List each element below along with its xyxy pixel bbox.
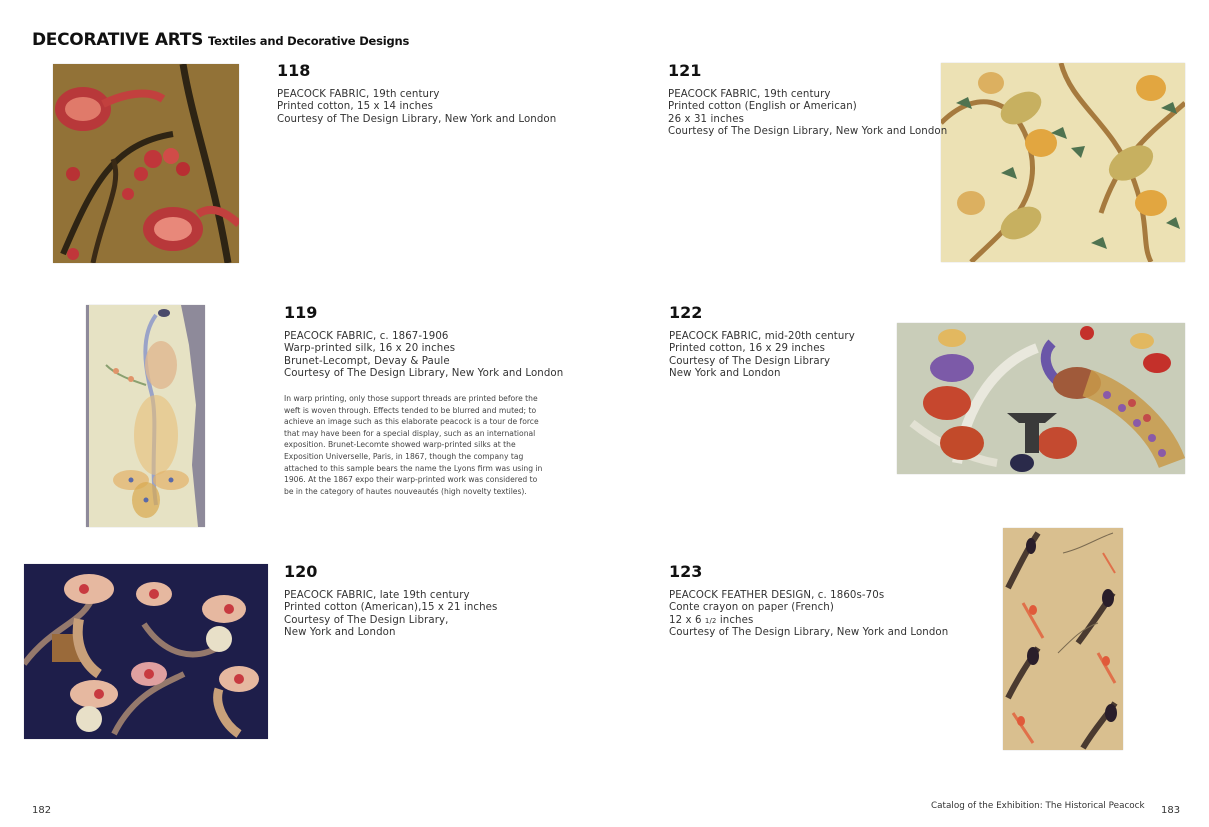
- caption-line: New York and London: [284, 627, 396, 639]
- entry-caption-118: [277, 89, 556, 126]
- caption-line: PEACOCK FABRIC, c. 1867-1906: [284, 331, 449, 342]
- peacock-fabric-image: [897, 323, 1185, 474]
- entry-number-122: 122: [669, 303, 703, 322]
- entry-number-120: 120: [284, 562, 318, 581]
- caption-line: Warp-printed silk, 16 x 20 inches: [284, 343, 456, 355]
- section-header: [32, 30, 409, 50]
- caption-line: Printed cotton (American),15 x 21 inches: [284, 602, 498, 614]
- entry-essay-119: In warp printing, only those support threads are printed before the weft is woven through. Effects tended to be blurred and muted; to achieve an image such as this elaborate peacock is a tour de force that may have been for a special display, such as an international exposition. Brunet-Lecomte showed warp-printed silks at the Exposition Universelle, Paris, in 1867, though the company tag attached to this sample bears the name the Lyons firm was using in 1906. At the 1867 expo their warp-printed work was considered to be in the category of hautes nouveautés (high novelty textiles).: [284, 394, 543, 496]
- section-title: DECORATIVE ARTS: [32, 30, 204, 50]
- entry-caption-120: [284, 590, 497, 640]
- plate-118-image: [53, 64, 239, 263]
- peacock-fabric-image: [86, 305, 205, 527]
- caption-line: Conte crayon on paper (French): [669, 602, 834, 614]
- plate-119-image: [86, 305, 205, 527]
- entry-caption-122: [669, 331, 855, 381]
- peacock-fabric-image: [941, 63, 1185, 262]
- caption-line: Courtesy of The Design Library, New York and London: [668, 126, 948, 138]
- plate-122-image: [897, 323, 1185, 474]
- peacock-feather-design-image: [1003, 528, 1123, 750]
- caption-line: PEACOCK FABRIC, 19th century: [668, 89, 831, 100]
- entry-caption-119: [284, 331, 563, 381]
- caption-line: Printed cotton, 16 x 29 inches: [669, 343, 825, 355]
- running-title: Catalog of the Exhibition: The Historical Peacock: [931, 801, 1145, 811]
- caption-line: Brunet-Lecompt, Devay & Paule: [284, 355, 450, 367]
- caption-line: Courtesy of The Design Library: [669, 355, 831, 367]
- caption-line: Courtesy of The Design Library,: [284, 614, 449, 626]
- entry-caption-121: [668, 89, 947, 139]
- caption-line: PEACOCK FEATHER DESIGN, c. 1860s-70s: [669, 590, 885, 601]
- entry-caption-123: [669, 590, 948, 640]
- caption-line: PEACOCK FABRIC, 19th century: [277, 89, 440, 100]
- plate-120-image: [24, 564, 268, 739]
- size-fraction: 1/2: [704, 616, 717, 625]
- entry-number-123: 123: [669, 562, 703, 581]
- caption-line: [669, 615, 948, 627]
- caption-line: New York and London: [669, 368, 781, 380]
- plate-121-image: [941, 63, 1185, 262]
- page-number-left: 182: [32, 805, 52, 816]
- caption-line: 26 x 31 inches: [668, 113, 744, 125]
- caption-line: Printed cotton, 15 x 14 inches: [277, 101, 433, 113]
- entry-number-121: 121: [668, 61, 702, 80]
- caption-line: PEACOCK FABRIC, mid-20th century: [669, 331, 855, 342]
- page-number-right: 183: [1161, 805, 1181, 816]
- caption-line: Courtesy of The Design Library, New York and London: [669, 627, 949, 639]
- caption-line: Printed cotton (English or American): [668, 101, 857, 113]
- size-unit: inches: [719, 614, 754, 626]
- caption-line: PEACOCK FABRIC, late 19th century: [284, 590, 470, 601]
- caption-line: Courtesy of The Design Library, New York and London: [284, 368, 564, 380]
- section-subtitle: Textiles and Decorative Designs: [208, 34, 410, 48]
- peacock-fabric-image: [24, 564, 268, 739]
- caption-line: Courtesy of The Design Library, New York and London: [277, 113, 557, 125]
- peacock-fabric-image: [53, 64, 239, 263]
- plate-123-image: [1003, 528, 1123, 750]
- size-whole: 12 x 6: [669, 614, 702, 626]
- entry-number-118: 118: [277, 61, 311, 80]
- entry-number-119: 119: [284, 303, 318, 322]
